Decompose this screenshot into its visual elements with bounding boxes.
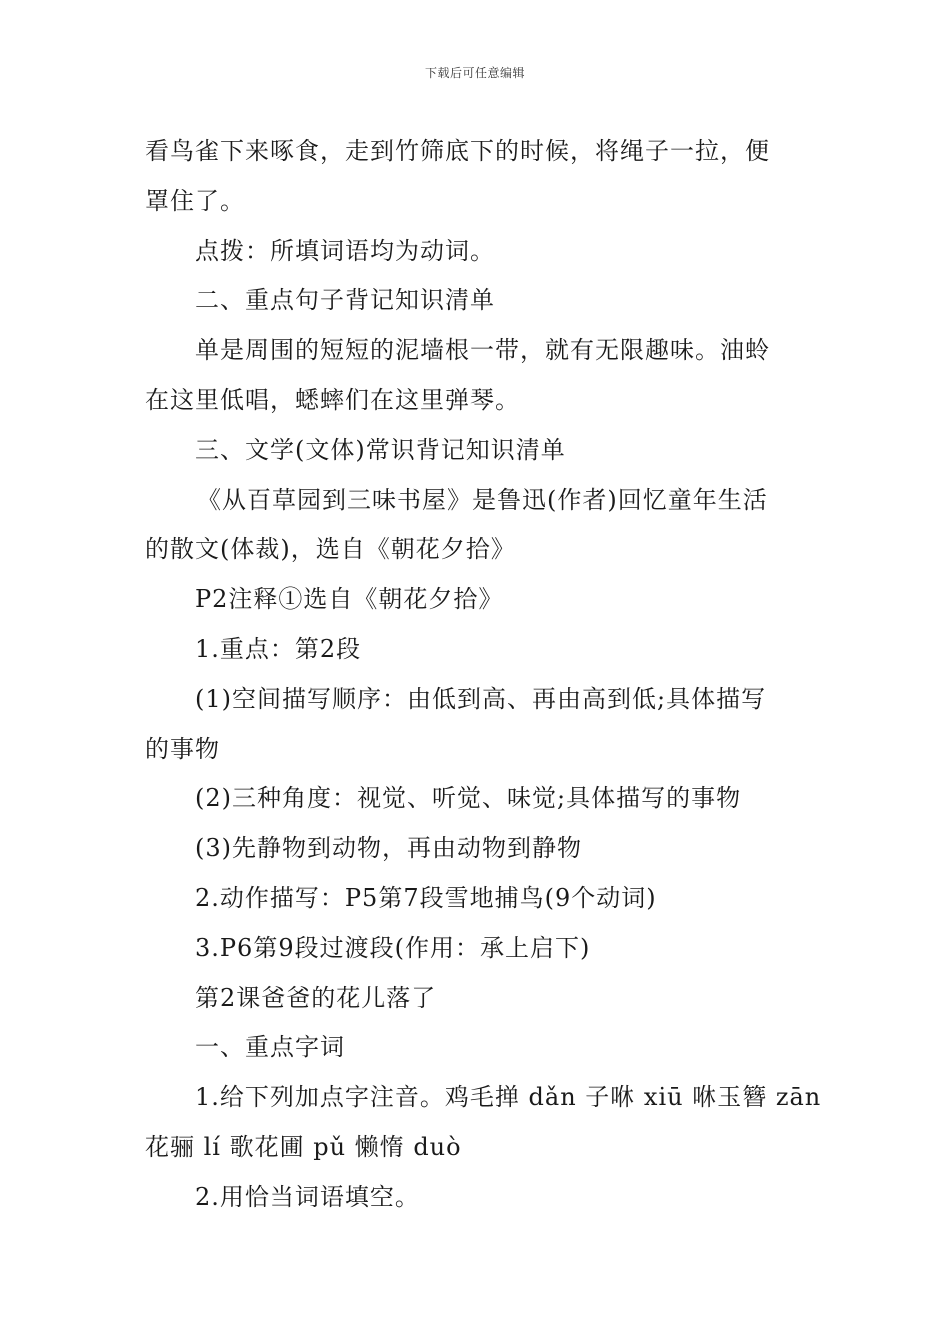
list-item: (2)三种角度：视觉、听觉、味觉;具体描写的事物 — [195, 784, 742, 813]
document-body — [145, 127, 822, 1223]
body-line: 《从百草园到三味书屋》是鲁迅(作者)回忆童年生活 — [197, 485, 768, 514]
body-line: 花骊 lí 歌花圃 pǔ 懒惰 duò — [145, 1132, 462, 1161]
section-heading: 一、重点字词 — [195, 1033, 345, 1062]
section-heading: 二、重点句子背记知识清单 — [195, 286, 495, 315]
body-line: 点拨：所填词语均为动词。 — [195, 236, 495, 265]
body-line: 在这里低唱，蟋蟀们在这里弹琴。 — [145, 385, 520, 414]
list-item: (1)空间描写顺序：由低到高、再由高到低;具体描写 — [195, 684, 767, 713]
body-line: 单是周围的短短的泥墙根一带，就有无限趣味。油蛉 — [195, 336, 770, 365]
list-item: 1.重点：第2段 — [195, 634, 362, 663]
page-header: 下载后可任意编辑 — [424, 66, 525, 80]
body-line: 看鸟雀下来啄食，走到竹筛底下的时候，将绳子一拉，便 — [145, 137, 770, 165]
list-item: 3.P6第9段过渡段(作用：承上启下) — [195, 933, 591, 962]
list-item: 2.用恰当词语填空。 — [195, 1182, 420, 1211]
list-item: (3)先静物到动物，再由动物到静物 — [195, 834, 582, 863]
body-line: 的事物 — [145, 734, 220, 763]
list-item: 1.给下列加点字注音。鸡毛掸 dǎn 子咻 xiū 咻玉簪 zān — [195, 1083, 822, 1112]
section-heading: 三、文学(文体)常识背记知识清单 — [195, 435, 566, 464]
list-item: 2.动作描写：P5第7段雪地捕鸟(9个动词) — [195, 883, 657, 912]
body-line: 罩住了。 — [145, 186, 245, 215]
body-line: 的散文(体裁)，选自《朝花夕拾》 — [145, 535, 516, 564]
body-line: P2注释①选自《朝花夕拾》 — [195, 585, 504, 614]
lesson-title: 第2课爸爸的花儿落了 — [195, 983, 437, 1012]
